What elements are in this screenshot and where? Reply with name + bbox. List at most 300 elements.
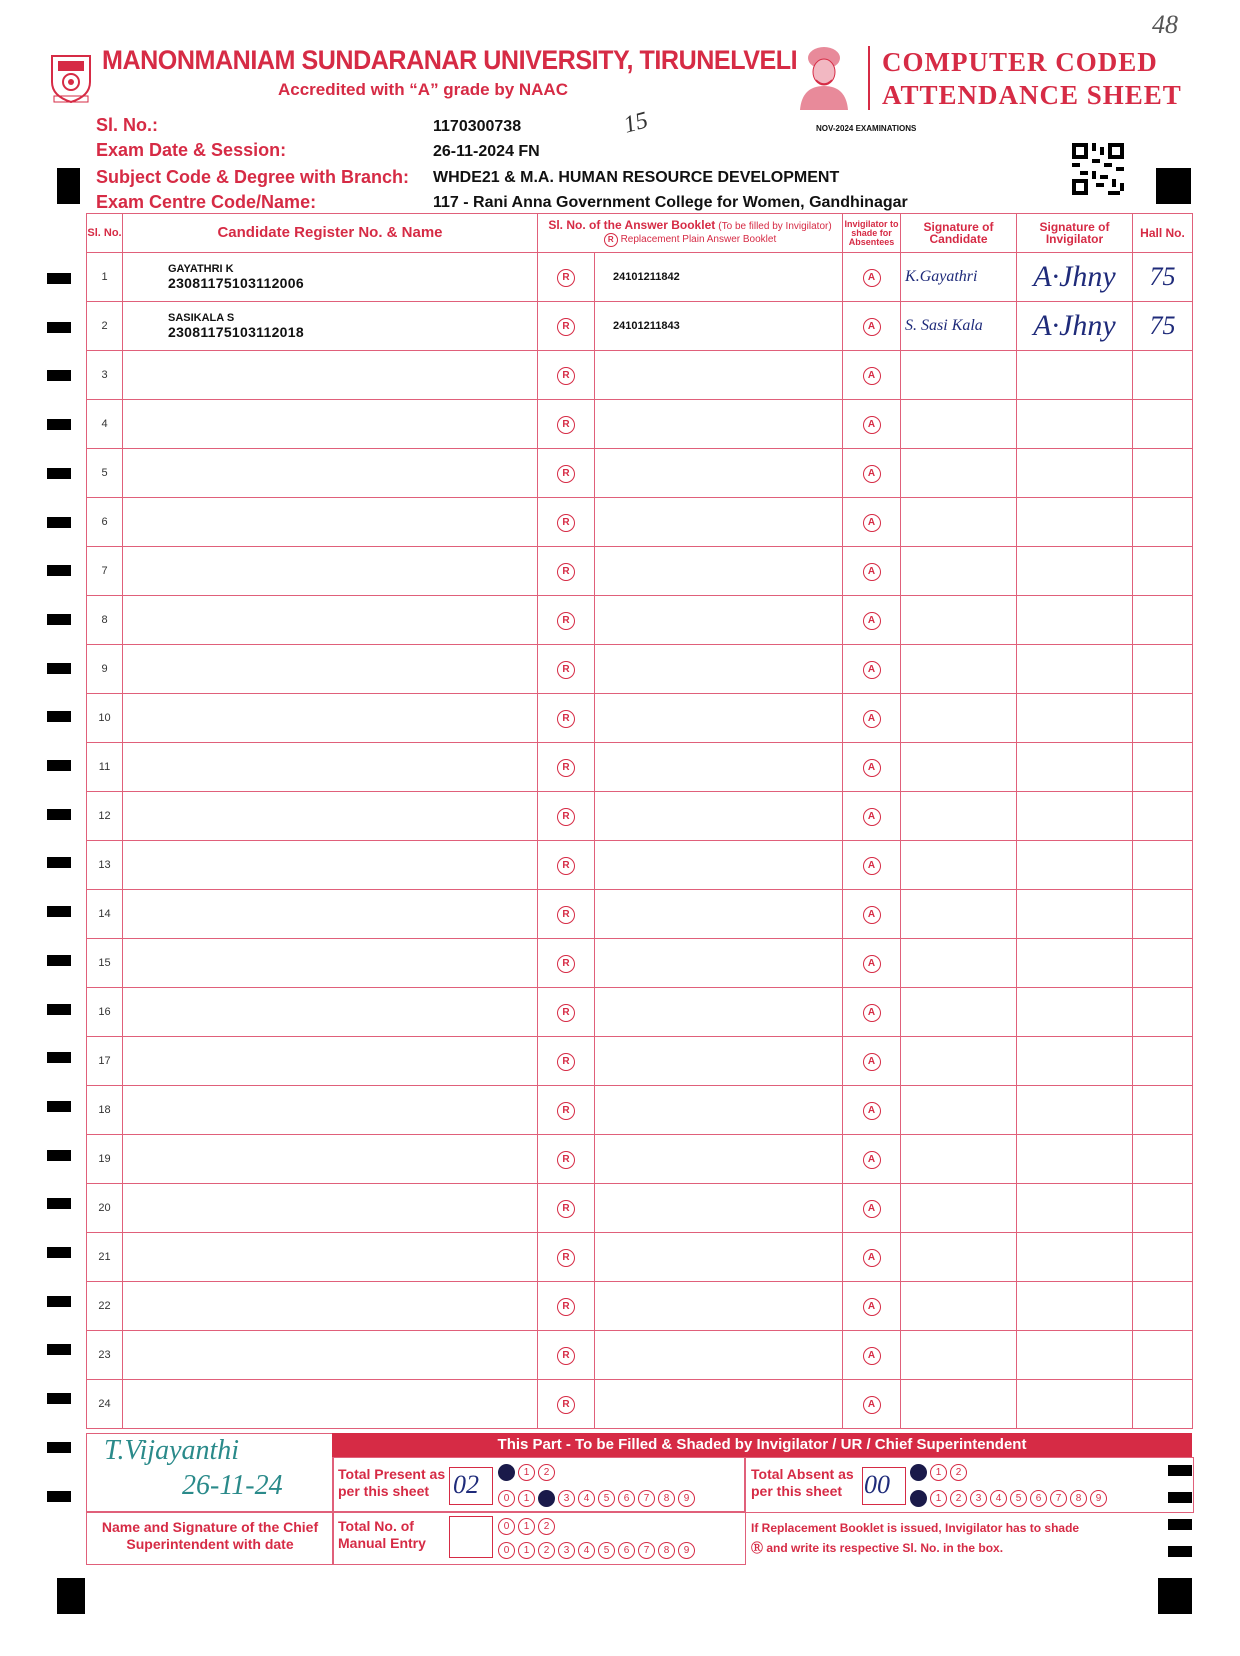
hall-cell[interactable] — [1133, 939, 1193, 988]
digit-bubble[interactable]: 3 — [558, 1542, 575, 1559]
replacement-cell — [538, 792, 595, 841]
hall-cell[interactable] — [1133, 253, 1193, 302]
booklet-cell[interactable] — [595, 792, 843, 841]
absent-bubble[interactable]: A — [863, 269, 881, 287]
timing-mark — [47, 370, 71, 381]
booklet-cell[interactable] — [595, 841, 843, 890]
digit-bubble[interactable]: 1 — [518, 1518, 535, 1535]
digit-bubble[interactable]: 7 — [638, 1490, 655, 1507]
total-absent-unit-bubbles[interactable] — [910, 1488, 1110, 1507]
absentee-cell — [843, 400, 901, 449]
digit-bubble[interactable]: 7 — [638, 1542, 655, 1559]
timing-mark — [47, 1004, 71, 1015]
candidate-signature-cell[interactable] — [901, 547, 1017, 596]
digit-bubble[interactable]: 9 — [678, 1490, 695, 1507]
digit-bubble[interactable]: 1 — [518, 1542, 535, 1559]
candidate-signature-cell[interactable] — [901, 498, 1017, 547]
table-row — [87, 351, 1193, 400]
timing-mark — [47, 1491, 71, 1502]
digit-bubble[interactable]: 2 — [950, 1490, 967, 1507]
absent-bubble[interactable]: A — [863, 367, 881, 385]
booklet-cell[interactable] — [595, 1135, 843, 1184]
candidate-cell — [123, 939, 538, 988]
invigilator-signature-cell[interactable] — [1017, 1086, 1133, 1135]
absentee-cell — [843, 302, 901, 351]
manual-entry-unit-bubbles[interactable] — [498, 1540, 698, 1559]
candidate-signature-cell[interactable] — [901, 939, 1017, 988]
row-sl-no: 16 — [87, 988, 123, 1037]
replacement-cell — [538, 302, 595, 351]
digit-bubble[interactable]: 8 — [1070, 1490, 1087, 1507]
hall-cell[interactable] — [1133, 547, 1193, 596]
candidate-signature-cell[interactable] — [901, 1233, 1017, 1282]
candidate-signature-cell[interactable] — [901, 1331, 1017, 1380]
timing-mark — [1168, 1519, 1192, 1530]
row-sl-no: 20 — [87, 1184, 123, 1233]
candidate-signature-cell[interactable] — [901, 743, 1017, 792]
absent-bubble[interactable]: A — [863, 661, 881, 679]
replacement-bubble[interactable]: R — [557, 1396, 575, 1414]
timing-mark — [47, 273, 71, 284]
booklet-cell[interactable] — [595, 547, 843, 596]
absentee-cell — [843, 988, 901, 1037]
replacement-bubble[interactable]: R — [557, 710, 575, 728]
table-row — [87, 988, 1193, 1037]
replacement-bubble[interactable]: R — [557, 1249, 575, 1267]
replacement-cell — [538, 1233, 595, 1282]
absent-bubble[interactable]: A — [863, 416, 881, 434]
replacement-bubble[interactable]: R — [557, 955, 575, 973]
replacement-bubble[interactable]: R — [557, 759, 575, 777]
digit-bubble[interactable]: 2 — [538, 1464, 555, 1481]
candidate-signature-cell[interactable] — [901, 1380, 1017, 1429]
row-sl-no: 14 — [87, 890, 123, 939]
replacement-cell — [538, 988, 595, 1037]
hall-cell[interactable] — [1133, 1037, 1193, 1086]
invigilator-signature-cell[interactable] — [1017, 400, 1133, 449]
booklet-cell[interactable] — [595, 694, 843, 743]
hall-cell[interactable] — [1133, 1086, 1193, 1135]
candidate-cell — [123, 1233, 538, 1282]
digit-bubble[interactable]: 1 — [930, 1464, 947, 1481]
replacement-cell — [538, 547, 595, 596]
replacement-bubble[interactable]: R — [557, 514, 575, 532]
absentee-cell — [843, 939, 901, 988]
total-present-tens-bubbles[interactable] — [498, 1462, 558, 1481]
table-row — [87, 1184, 1193, 1233]
digit-bubble[interactable]: 6 — [618, 1490, 635, 1507]
header-booklet-note: (To be filled by Invigilator) — [718, 221, 832, 232]
digit-bubble[interactable]: 2 — [538, 1518, 555, 1535]
total-absent-tens-bubbles[interactable] — [910, 1462, 970, 1481]
candidate-register-no: 23081175103112018 — [168, 324, 304, 340]
absent-bubble[interactable]: A — [863, 563, 881, 581]
booklet-cell[interactable] — [595, 302, 843, 351]
replacement-bubble[interactable]: R — [557, 1298, 575, 1316]
digit-bubble[interactable]: 0 — [910, 1490, 927, 1507]
candidate-cell — [123, 890, 538, 939]
candidate-signature-cell[interactable] — [901, 596, 1017, 645]
header-candidate: Candidate Register No. & Name — [123, 214, 538, 253]
candidate-name: GAYATHRI K — [168, 263, 234, 275]
booklet-cell[interactable] — [595, 351, 843, 400]
booklet-cell[interactable] — [595, 1233, 843, 1282]
timing-mark — [47, 1247, 71, 1258]
digit-bubble[interactable]: 1 — [930, 1490, 947, 1507]
hall-cell[interactable] — [1133, 1282, 1193, 1331]
absent-bubble[interactable]: A — [863, 1200, 881, 1218]
candidate-signature-cell[interactable] — [901, 890, 1017, 939]
candidate-signature-cell[interactable] — [901, 253, 1017, 302]
timing-mark — [47, 517, 71, 528]
digit-bubble[interactable]: 3 — [558, 1490, 575, 1507]
digit-bubble[interactable]: 5 — [598, 1490, 615, 1507]
hall-cell[interactable] — [1133, 743, 1193, 792]
digit-bubble[interactable]: 6 — [618, 1542, 635, 1559]
invigilator-signature-cell[interactable] — [1017, 1282, 1133, 1331]
absent-bubble[interactable]: A — [863, 1396, 881, 1414]
booklet-cell[interactable] — [595, 498, 843, 547]
invigilator-signature-cell[interactable] — [1017, 841, 1133, 890]
chief-label: Name and Signature of the Chief Superintendent with date — [101, 1519, 319, 1552]
invigilator-signature-cell[interactable] — [1017, 939, 1133, 988]
manual-entry-tens-bubbles[interactable] — [498, 1516, 558, 1535]
booklet-cell[interactable] — [595, 645, 843, 694]
hall-cell[interactable] — [1133, 1331, 1193, 1380]
timing-mark — [47, 1442, 71, 1453]
header-booklet-main: Sl. No. of the Answer Booklet — [548, 218, 716, 232]
booklet-cell[interactable] — [595, 988, 843, 1037]
candidate-cell — [123, 253, 538, 302]
digit-bubble[interactable]: 8 — [658, 1542, 675, 1559]
booklet-cell[interactable] — [595, 1086, 843, 1135]
digit-bubble[interactable]: 0 — [498, 1518, 515, 1535]
candidate-signature-cell[interactable] — [901, 1135, 1017, 1184]
absentee-cell — [843, 1135, 901, 1184]
timing-mark — [47, 468, 71, 479]
invigilator-signature-cell[interactable] — [1017, 1233, 1133, 1282]
exam-date-label: Exam Date & Session: — [96, 140, 287, 160]
digit-bubble[interactable]: 4 — [578, 1542, 595, 1559]
manual-entry-label: Total No. of Manual Entry — [338, 1518, 426, 1551]
replacement-bubble[interactable]: R — [557, 808, 575, 826]
replacement-bubble[interactable]: R — [557, 1053, 575, 1071]
row-sl-no: 5 — [87, 449, 123, 498]
row-sl-no: 3 — [87, 351, 123, 400]
booklet-cell[interactable] — [595, 1380, 843, 1429]
row-sl-no: 4 — [87, 400, 123, 449]
table-row — [87, 743, 1193, 792]
hall-cell[interactable] — [1133, 1184, 1193, 1233]
table-row — [87, 1331, 1193, 1380]
hall-cell[interactable] — [1133, 1135, 1193, 1184]
timing-mark — [47, 565, 71, 576]
hall-cell[interactable] — [1133, 498, 1193, 547]
candidate-cell — [123, 596, 538, 645]
replacement-bubble[interactable]: R — [557, 416, 575, 434]
absentee-cell — [843, 792, 901, 841]
sl-no-label: Sl. No.: — [96, 115, 158, 135]
table-row — [87, 645, 1193, 694]
absent-bubble[interactable]: A — [863, 857, 881, 875]
timing-mark — [47, 1393, 71, 1404]
booklet-number: 24101211842 — [613, 271, 680, 283]
timing-mark — [1158, 1578, 1192, 1614]
invigilator-signature-cell[interactable] — [1017, 1331, 1133, 1380]
digit-bubble[interactable]: 9 — [678, 1542, 695, 1559]
centre-value: 117 - Rani Anna Government College for Women, Gandhinagar — [433, 194, 908, 211]
hall-cell[interactable] — [1133, 792, 1193, 841]
hall-cell[interactable] — [1133, 645, 1193, 694]
invigilator-signature-cell[interactable] — [1017, 694, 1133, 743]
candidate-signature-cell[interactable] — [901, 1184, 1017, 1233]
replacement-cell — [538, 253, 595, 302]
absent-bubble[interactable]: A — [863, 759, 881, 777]
replacement-cell — [538, 1135, 595, 1184]
booklet-cell[interactable] — [595, 253, 843, 302]
invigilator-signature-cell[interactable] — [1017, 1380, 1133, 1429]
timing-mark — [47, 663, 71, 674]
replacement-bubble[interactable]: R — [557, 857, 575, 875]
candidate-cell — [123, 792, 538, 841]
timing-mark — [47, 1150, 71, 1161]
digit-bubble[interactable]: 5 — [1010, 1490, 1027, 1507]
booklet-cell[interactable] — [595, 400, 843, 449]
digit-bubble[interactable]: 1 — [518, 1490, 535, 1507]
candidate-signature-cell[interactable] — [901, 449, 1017, 498]
header-sl: Sl. No. — [87, 214, 123, 253]
candidate-signature-cell[interactable] — [901, 400, 1017, 449]
timing-mark — [47, 711, 71, 722]
timing-mark — [47, 1344, 71, 1355]
hall-cell[interactable] — [1133, 890, 1193, 939]
replacement-bubble[interactable]: R — [557, 465, 575, 483]
digit-bubble[interactable]: 3 — [970, 1490, 987, 1507]
booklet-cell[interactable] — [595, 890, 843, 939]
absentee-cell — [843, 498, 901, 547]
replacement-bubble[interactable]: R — [557, 1151, 575, 1169]
table-row — [87, 449, 1193, 498]
table-row — [87, 1086, 1193, 1135]
invigilator-signature-cell[interactable] — [1017, 792, 1133, 841]
absent-bubble[interactable]: A — [863, 1298, 881, 1316]
hall-number: 75 — [1149, 262, 1176, 291]
hall-cell[interactable] — [1133, 449, 1193, 498]
candidate-signature-cell[interactable] — [901, 351, 1017, 400]
university-title: MANONMANIAM SUNDARANAR UNIVERSITY, TIRUNELVELI — [102, 45, 798, 75]
candidate-signature-cell[interactable] — [901, 1037, 1017, 1086]
invigilator-signature-cell[interactable] — [1017, 743, 1133, 792]
row-sl-no: 11 — [87, 743, 123, 792]
manual-entry-field[interactable] — [449, 1516, 493, 1558]
timing-mark — [47, 614, 71, 625]
absentee-cell — [843, 743, 901, 792]
candidate-signature-cell[interactable] — [901, 645, 1017, 694]
absent-bubble[interactable]: A — [863, 710, 881, 728]
invigilator-signature-cell[interactable] — [1017, 1135, 1133, 1184]
booklet-cell[interactable] — [595, 449, 843, 498]
replacement-bubble[interactable]: R — [557, 367, 575, 385]
candidate-cell — [123, 841, 538, 890]
digit-bubble[interactable]: 2 — [950, 1464, 967, 1481]
absent-bubble[interactable]: A — [863, 1004, 881, 1022]
digit-bubble[interactable]: 0 — [498, 1464, 515, 1481]
absent-bubble[interactable]: A — [863, 906, 881, 924]
absentee-cell — [843, 694, 901, 743]
header-sig-invigilator: Signature of Invigilator — [1017, 214, 1133, 253]
candidate-signature-cell[interactable] — [901, 841, 1017, 890]
candidate-signature: S. Sasi Kala — [905, 317, 983, 334]
hall-cell[interactable] — [1133, 302, 1193, 351]
absent-bubble[interactable]: A — [863, 955, 881, 973]
timing-mark — [57, 168, 80, 204]
timing-mark — [47, 419, 71, 430]
absent-bubble[interactable]: A — [863, 318, 881, 336]
booklet-cell[interactable] — [595, 743, 843, 792]
hall-cell[interactable] — [1133, 400, 1193, 449]
replacement-bubble[interactable]: R — [557, 906, 575, 924]
absent-bubble[interactable]: A — [863, 1347, 881, 1365]
booklet-cell[interactable] — [595, 1037, 843, 1086]
timing-mark — [47, 760, 71, 771]
chief-signature-date: 26-11-24 — [182, 1470, 283, 1501]
digit-bubble[interactable]: 5 — [598, 1542, 615, 1559]
row-sl-no: 23 — [87, 1331, 123, 1380]
replacement-bubble[interactable]: R — [557, 563, 575, 581]
absentee-cell — [843, 1331, 901, 1380]
invigilator-signature-cell[interactable] — [1017, 351, 1133, 400]
digit-bubble[interactable]: 0 — [498, 1542, 515, 1559]
replacement-bubble[interactable]: R — [557, 269, 575, 287]
replacement-bubble[interactable]: R — [557, 1200, 575, 1218]
digit-bubble[interactable]: 7 — [1050, 1490, 1067, 1507]
invigilator-signature-cell[interactable] — [1017, 253, 1133, 302]
digit-bubble[interactable]: 2 — [538, 1490, 555, 1507]
candidate-signature-cell[interactable] — [901, 694, 1017, 743]
hall-cell[interactable] — [1133, 694, 1193, 743]
replacement-cell — [538, 841, 595, 890]
digit-bubble[interactable]: 0 — [498, 1490, 515, 1507]
invigilator-signature-cell[interactable] — [1017, 302, 1133, 351]
sheet-title-line1: COMPUTER CODED — [882, 47, 1158, 77]
digit-bubble[interactable]: 4 — [990, 1490, 1007, 1507]
invigilator-signature-cell[interactable] — [1017, 890, 1133, 939]
replacement-bubble[interactable]: R — [557, 1347, 575, 1365]
absentee-cell — [843, 1380, 901, 1429]
hall-cell[interactable] — [1133, 988, 1193, 1037]
total-present-unit-bubbles[interactable] — [498, 1488, 698, 1507]
subject-label: Subject Code & Degree with Branch: — [96, 167, 410, 187]
timing-mark — [1156, 168, 1191, 204]
replacement-bubble[interactable]: R — [557, 661, 575, 679]
timing-mark — [47, 809, 71, 820]
sheet-title-line2: ATTENDANCE SHEET — [882, 80, 1182, 110]
row-sl-no: 1 — [87, 253, 123, 302]
table-row — [87, 841, 1193, 890]
invigilator-signature-cell[interactable] — [1017, 596, 1133, 645]
candidate-signature-cell[interactable] — [901, 1086, 1017, 1135]
candidate-signature-cell[interactable] — [901, 302, 1017, 351]
digit-bubble[interactable]: 2 — [538, 1542, 555, 1559]
absent-bubble[interactable]: A — [863, 1053, 881, 1071]
row-sl-no: 21 — [87, 1233, 123, 1282]
absent-bubble[interactable]: A — [863, 808, 881, 826]
absentee-cell — [843, 596, 901, 645]
invigilator-signature-cell[interactable] — [1017, 1184, 1133, 1233]
handwritten-initial: 15 — [620, 107, 651, 139]
replacement-cell — [538, 939, 595, 988]
row-sl-no: 24 — [87, 1380, 123, 1429]
replacement-bubble[interactable]: R — [557, 1102, 575, 1120]
absent-bubble[interactable]: A — [863, 465, 881, 483]
hall-cell[interactable] — [1133, 596, 1193, 645]
table-row — [87, 1135, 1193, 1184]
row-sl-no: 9 — [87, 645, 123, 694]
absent-bubble[interactable]: A — [863, 514, 881, 532]
candidate-cell — [123, 1086, 538, 1135]
invigilator-signature-cell[interactable] — [1017, 988, 1133, 1037]
replacement-bubble[interactable]: R — [557, 1004, 575, 1022]
candidate-signature-cell[interactable] — [901, 792, 1017, 841]
absentee-cell — [843, 841, 901, 890]
booklet-cell[interactable] — [595, 1331, 843, 1380]
invigilator-signature-cell[interactable] — [1017, 1037, 1133, 1086]
candidate-cell — [123, 400, 538, 449]
row-sl-no: 22 — [87, 1282, 123, 1331]
row-sl-no: 15 — [87, 939, 123, 988]
digit-bubble[interactable]: 9 — [1090, 1490, 1107, 1507]
booklet-cell[interactable] — [595, 1184, 843, 1233]
absent-bubble[interactable]: A — [863, 612, 881, 630]
booklet-cell[interactable] — [595, 596, 843, 645]
absent-bubble[interactable]: A — [863, 1151, 881, 1169]
replacement-bubble[interactable]: R — [557, 318, 575, 336]
digit-bubble[interactable]: 4 — [578, 1490, 595, 1507]
digit-bubble[interactable]: 1 — [518, 1464, 535, 1481]
absent-bubble[interactable]: A — [863, 1249, 881, 1267]
candidate-signature-cell[interactable] — [901, 1282, 1017, 1331]
absent-bubble[interactable]: A — [863, 1102, 881, 1120]
hall-cell[interactable] — [1133, 841, 1193, 890]
absentee-cell — [843, 449, 901, 498]
replacement-bubble[interactable]: R — [557, 612, 575, 630]
candidate-signature-cell[interactable] — [901, 988, 1017, 1037]
table-row — [87, 1233, 1193, 1282]
absentee-cell — [843, 547, 901, 596]
hall-cell[interactable] — [1133, 351, 1193, 400]
candidate-name: SASIKALA S — [168, 312, 235, 324]
digit-bubble[interactable]: 0 — [910, 1464, 927, 1481]
digit-bubble[interactable]: 8 — [658, 1490, 675, 1507]
timing-mark — [47, 906, 71, 917]
row-sl-no: 7 — [87, 547, 123, 596]
table-row — [87, 939, 1193, 988]
hall-cell[interactable] — [1133, 1233, 1193, 1282]
candidate-cell — [123, 1380, 538, 1429]
row-sl-no: 18 — [87, 1086, 123, 1135]
booklet-cell[interactable] — [595, 939, 843, 988]
hall-cell[interactable] — [1133, 1380, 1193, 1429]
invigilator-signature-cell[interactable] — [1017, 547, 1133, 596]
booklet-cell[interactable] — [595, 1282, 843, 1331]
digit-bubble[interactable]: 6 — [1030, 1490, 1047, 1507]
table-row — [87, 400, 1193, 449]
invigilator-signature-cell[interactable] — [1017, 498, 1133, 547]
replacement-icon: R — [604, 233, 618, 247]
invigilator-signature-cell[interactable] — [1017, 449, 1133, 498]
timing-mark — [47, 1052, 71, 1063]
invigilator-signature-cell[interactable] — [1017, 645, 1133, 694]
